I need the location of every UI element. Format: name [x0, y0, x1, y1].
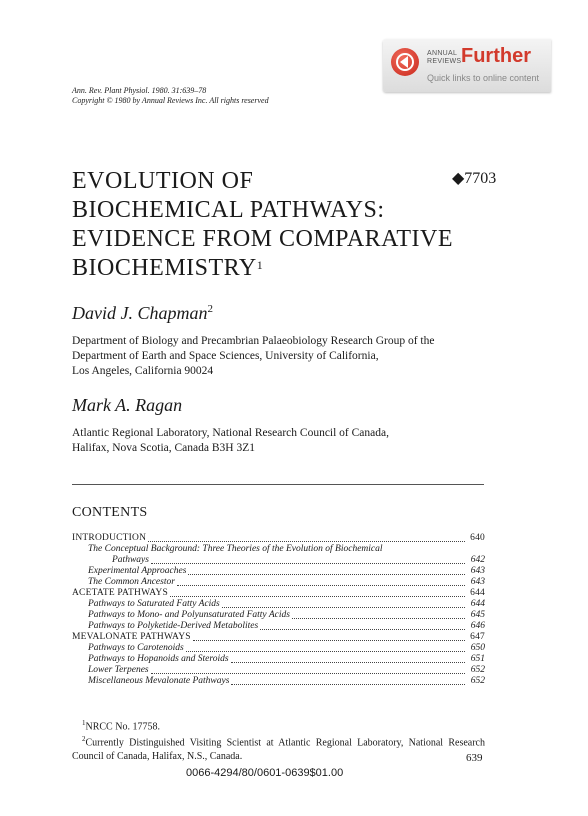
toc-entry[interactable] [72, 544, 485, 555]
footnote [72, 717, 485, 733]
toc-leader [292, 618, 465, 619]
journal-info [72, 86, 269, 106]
affiliation-line: Department of Earth and Space Sciences, University of California, [72, 350, 379, 362]
toc-label: Pathways to Saturated Fatty Acids [88, 599, 220, 609]
toc-leader [186, 651, 465, 652]
affiliation-line: Halifax, Nova Scotia, Canada B3H 3Z1 [72, 442, 255, 454]
title-footnote-mark: 1 [256, 258, 264, 272]
article-title [72, 167, 453, 283]
footnote-mark: 2 [82, 735, 86, 744]
toc-label: INTRODUCTION [72, 533, 147, 543]
toc-entry[interactable] [72, 643, 485, 654]
title-line [72, 254, 453, 283]
page-number: 639 [466, 752, 483, 764]
banner-annual: ANNUAL [427, 50, 458, 57]
toc-leader [231, 684, 465, 685]
toc-leader [177, 585, 465, 586]
toc-leader [170, 596, 465, 597]
toc-label: Lower Terpenes [88, 665, 149, 675]
footnote-mark: 1 [82, 719, 86, 727]
author-name [72, 303, 213, 324]
author-name [72, 395, 182, 416]
section-divider [72, 484, 484, 485]
banner-tagline: Quick links to online content [427, 73, 540, 83]
toc-entry[interactable] [72, 665, 485, 676]
toc-page: 642 [470, 555, 485, 565]
toc-label: The Common Ancestor [88, 577, 175, 587]
table-of-contents [72, 533, 485, 687]
toc-label: ACETATE PATHWAYS [72, 588, 168, 598]
journal-citation: Ann. Rev. Plant Physiol. 1980. 31:639–78 [72, 86, 207, 95]
toc-entry[interactable] [72, 533, 485, 544]
toc-page: 644 [470, 588, 485, 598]
title-line: BIOCHEMICAL PATHWAYS: [72, 197, 385, 223]
banner-further: Further [461, 45, 531, 67]
title-line: EVOLUTION OF [72, 168, 254, 194]
author-footnote-mark: 2 [207, 303, 213, 315]
toc-label: Pathways to Carotenoids [88, 643, 184, 653]
toc-label: Pathways [112, 555, 149, 565]
toc-entry[interactable] [72, 599, 485, 610]
affiliation-line: Los Angeles, California 90024 [72, 365, 214, 377]
toc-page: 643 [470, 577, 485, 587]
author-affiliation [72, 426, 389, 456]
contents-heading: CONTENTS [72, 505, 148, 520]
toc-label: The Conceptual Background: Three Theories of the Evolution of Biochemical [88, 544, 383, 554]
toc-page: 646 [470, 621, 485, 631]
title-line: EVIDENCE FROM COMPARATIVE [72, 226, 453, 252]
toc-leader [188, 574, 465, 575]
toc-page: 640 [470, 533, 485, 543]
toc-entry[interactable] [72, 555, 485, 566]
toc-label: Pathways to Mono- and Polyunsaturated Fatty Acids [88, 610, 290, 620]
toc-leader [260, 629, 465, 630]
toc-leader [193, 640, 465, 641]
toc-page: 645 [470, 610, 485, 620]
toc-label: Pathways to Hopanoids and Steroids [88, 654, 229, 664]
affiliation-line: Atlantic Regional Laboratory, National Research Council of Canada, [72, 427, 389, 439]
toc-entry[interactable] [72, 610, 485, 621]
footnote-text: Currently Distinguished Visiting Scientist at Atlantic Regional Laboratory, National Research Council of Canada, Halifax, N.S., Canada. [72, 737, 485, 762]
toc-entry[interactable] [72, 566, 485, 577]
toc-page: 644 [470, 599, 485, 609]
toc-page: 652 [470, 676, 485, 686]
toc-entry[interactable] [72, 621, 485, 632]
footnotes [72, 717, 485, 763]
toc-leader [148, 541, 465, 542]
toc-leader [222, 607, 465, 608]
toc-page: 650 [470, 643, 485, 653]
title-line-text: BIOCHEMISTRY [72, 255, 257, 281]
toc-label: MEVALONATE PATHWAYS [72, 632, 191, 642]
toc-entry[interactable] [72, 632, 485, 643]
article-code: ◆7703 [452, 170, 497, 187]
toc-label: Pathways to Polyketide-Derived Metabolites [88, 621, 259, 631]
footnote-text: NRCC No. 17758. [85, 721, 160, 733]
affiliation-line: Department of Biology and Precambrian Palaeobiology Research Group of the [72, 335, 435, 347]
annual-reviews-wordmark [427, 50, 461, 66]
footnote [72, 733, 485, 762]
banner-reviews: REVIEWS [427, 58, 462, 65]
toc-entry[interactable] [72, 577, 485, 588]
toc-entry[interactable] [72, 588, 485, 599]
toc-leader [231, 662, 465, 663]
author-affiliation [72, 334, 434, 379]
toc-leader [151, 673, 465, 674]
toc-page: 652 [470, 665, 485, 675]
toc-label: Experimental Approaches [88, 566, 187, 576]
toc-page: 651 [470, 654, 485, 664]
toc-entry[interactable] [72, 676, 485, 687]
toc-entry[interactable] [72, 654, 485, 665]
further-play-icon [391, 48, 419, 76]
author-name-text: Mark A. Ragan [72, 395, 183, 415]
journal-copyright: Copyright © 1980 by Annual Reviews Inc. All rights reserved [72, 96, 269, 105]
toc-page: 647 [470, 632, 485, 642]
toc-label: Miscellaneous Mevalonate Pathways [88, 676, 230, 686]
annual-reviews-further-banner[interactable] [383, 39, 551, 92]
author-name-text: David J. Chapman [72, 303, 208, 323]
issn-line: 0066-4294/80/0601-0639$01.00 [186, 767, 344, 779]
toc-page: 643 [470, 566, 485, 576]
toc-leader [151, 563, 465, 564]
